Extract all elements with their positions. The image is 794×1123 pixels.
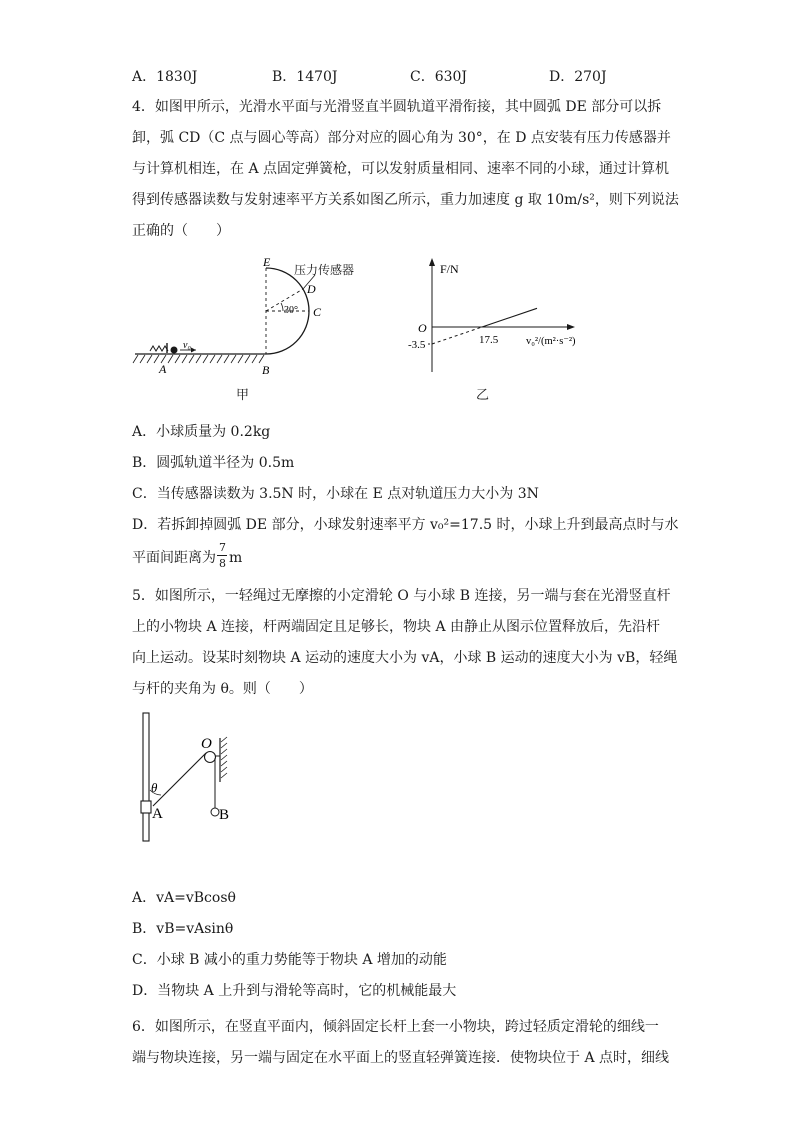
- q4-stem-line-4: 得到传感器读数与发射速率平方关系如图乙所示，重力加速度 g 取 10m/s²，则下列说法: [132, 192, 679, 208]
- x-axis-label: v₀²/(m²·s⁻²): [526, 336, 576, 347]
- y-intercept-label: -3.5: [408, 339, 426, 351]
- label-o: O: [201, 736, 212, 752]
- q4-stem-line-2: 卸，弧 CD（C 点与圆心等高）部分对应的圆心角为 30°，在 D 点安装有压力传感器并: [132, 130, 671, 146]
- fraction-numerator: 7: [219, 541, 226, 554]
- q4-stem-line-1: 4．如图甲所示，光滑水平面与光滑竖直半圆轨道平滑衔接，其中圆弧 DE 部分可以拆: [132, 99, 662, 115]
- fraction-denominator: 8: [219, 557, 226, 570]
- q6-stem-line-2: 端与物块连接，另一端与固定在水平面上的竖直轻弹簧连接．使物块位于 A 点时，细线: [132, 1050, 670, 1066]
- x-intercept-label: 17.5: [479, 334, 499, 346]
- label-d: D: [307, 282, 316, 296]
- label-b: B: [262, 363, 270, 377]
- q3-option-c: C．630J: [410, 69, 468, 85]
- q4-option-b: B．圆弧轨道半径为 0.5m: [132, 455, 295, 471]
- block-a: [141, 801, 151, 813]
- rope-to-a: [153, 753, 206, 806]
- q5-stem-line-2: 上的小物块 A 连接，杆两端固定且足够长，物块 A 由静止从图示位置释放后，先沿杆: [132, 619, 661, 635]
- q5-stem-line-3: 向上运动。设某时刻物块 A 运动的速度大小为 vA，小球 B 运动的速度大小为 vB，轻绳: [132, 650, 678, 666]
- q4-stem-line-5: 正确的（ ）: [132, 223, 230, 239]
- wall-hatch: [221, 737, 227, 778]
- q3-option-d: D．270J: [549, 69, 607, 85]
- label-theta: θ: [151, 780, 158, 795]
- caption-yi: 乙: [476, 388, 490, 403]
- q4-stem-line-3: 与计算机相连，在 A 点固定弹簧枪，可以发射质量相同、速率不同的小球，通过计算机: [132, 161, 670, 177]
- label-angle: 30°: [284, 305, 298, 316]
- q4-option-d-line-2: 平面间距离为: [132, 550, 216, 566]
- label-v0: v₀: [183, 340, 191, 351]
- q3-option-b: B．1470J: [272, 69, 338, 85]
- q3-option-a: A．1830J: [132, 69, 198, 85]
- sensor-label: 压力传感器: [294, 263, 355, 277]
- q5-option-c: C．小球 B 减小的重力势能等于物块 A 增加的动能: [132, 952, 447, 968]
- q4-option-a: A．小球质量为 0.2kg: [132, 424, 271, 440]
- fraction-unit: m: [229, 550, 243, 566]
- y-axis-label: F/N: [440, 262, 459, 276]
- q6-stem-line-1: 6．如图所示，在竖直平面内，倾斜固定长杆上套一小物块，跨过轻质定滑轮的细线一: [132, 1019, 659, 1035]
- label-e: E: [263, 255, 271, 269]
- ball-b: [211, 808, 219, 816]
- q5-option-a: A．vA=vBcosθ: [132, 890, 236, 906]
- q4-option-c: C．当传感器读数为 3.5N 时，小球在 E 点对轨道压力大小为 3N: [132, 486, 539, 502]
- label-b-ball: B: [219, 807, 230, 823]
- label-a-block: A: [152, 806, 163, 822]
- q4-option-d-line-1: D．若拆卸掉圆弧 DE 部分，小球发射速率平方 v₀²=17.5 时，小球上升到最高点时与水: [132, 517, 679, 533]
- vertical-rod: [143, 713, 149, 841]
- label-c: C: [313, 305, 322, 319]
- q5-stem-line-1: 5．如图所示，一轻绳过无摩擦的小定滑轮 O 与小球 B 连接，另一端与套在光滑竖直杆: [132, 588, 671, 604]
- caption-jia: 甲: [236, 388, 250, 403]
- q5-option-d: D．当物块 A 上升到与滑轮等高时，它的机械能最大: [132, 983, 457, 999]
- label-a: A: [159, 362, 167, 376]
- origin-label: O: [418, 321, 427, 335]
- q5-stem-line-4: 与杆的夹角为 θ。则（ ）: [132, 681, 313, 697]
- q5-option-b: B．vB=vAsinθ: [132, 921, 234, 937]
